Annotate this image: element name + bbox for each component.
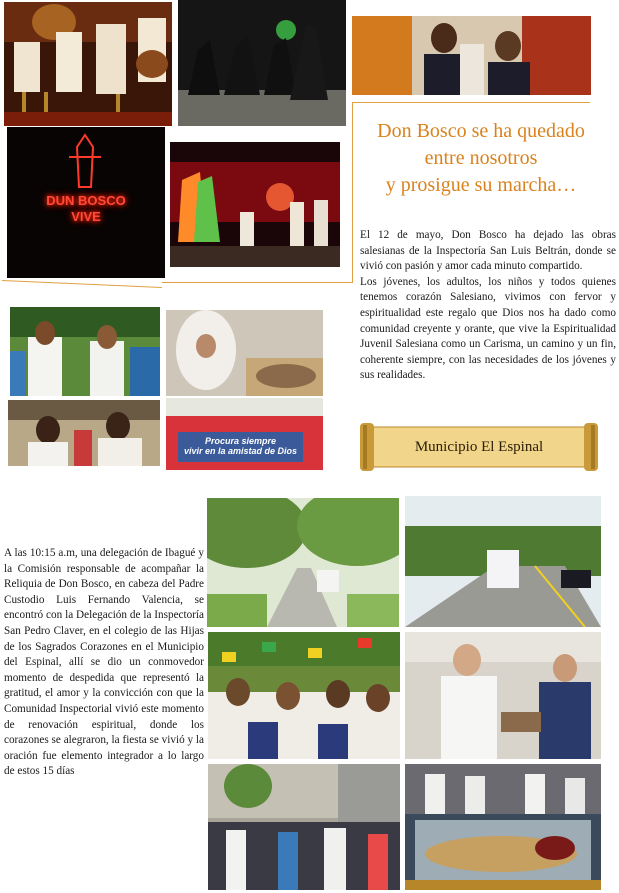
photo-night-performance [170,142,340,267]
photo-highway-truck [405,496,601,627]
procession-banner-text: Procura siempre vivir en la amistad de Dios [183,436,298,456]
title-line-3: y prosigue su marcha… [385,174,577,196]
photo-flag-children [208,632,400,759]
photo-musicians [4,2,172,126]
photo-tree-road [207,498,399,627]
photo-relic-shrine [405,764,601,890]
page-title [356,118,606,199]
photo-nun-relic [166,310,323,396]
rule-top [352,102,590,103]
rule-bottom [162,282,353,283]
title-line-2: entre nosotros [424,147,538,169]
rule-left-slant [2,280,162,288]
neon-sign-text: DUN BOSCO VIVE [46,193,126,224]
story-paragraph: A las 10:15 a.m, una delegación de Ibagué y la Comisión responsable de acompañar la Reliquia de Don Bosco, en cabeza del Padre Custodio Luis Fernando Valencia, se encontró con la Delegación de la Inspectoría San Pedro Claver, en el colegio de las Hijas de los Sagrados Corazones en el Municipio del Espinal, allí se dio un conmovedor momento de despedida que representó la gratitud, el amor y la convicción con que la Comunidad Inspectorial vivió este momento de renovación espiritual, donde los corazones se alegraron, la fiesta se vivió y la oración fue elemento integrador a lo largo de estos 15 días [4,547,204,778]
intro-paragraph-2: Los jóvenes, los adultos, los niños y todos quienes tenemos corazón Salesiano, vivimos con fervor y espiritualidad este regalo que Dios nos ha dado como comunidad creyente y orante, que vive la Espiritualidad Juvenil Salesiana como un Carisma, un camino y un fin, coherente siempre, con las necesidades de los jóvenes y sus realidades. [360,275,616,382]
photo-priest-blessing [405,632,601,759]
photo-dancers-stage [178,0,346,126]
intro-text [360,228,616,384]
photo-singing-boys [352,16,591,95]
banner-label: Municipio El Espinal [414,438,544,455]
photo-crowd [208,764,400,890]
photo-procession-banner [166,398,323,470]
municipio-banner [358,423,600,471]
photo-youth-group [10,307,160,396]
rule-vertical [352,102,353,282]
intro-paragraph-1: El 12 de mayo, Don Bosco ha dejado las obras salesianas de la Inspectoría San Luis Beltrán, donde se vivió con pasión y amor cada minuto compartido. [360,229,616,273]
photo-children [8,400,160,466]
story-text [4,546,204,780]
title-line-1: Don Bosco se ha quedado [377,120,585,142]
photo-neon-sign [7,127,165,278]
